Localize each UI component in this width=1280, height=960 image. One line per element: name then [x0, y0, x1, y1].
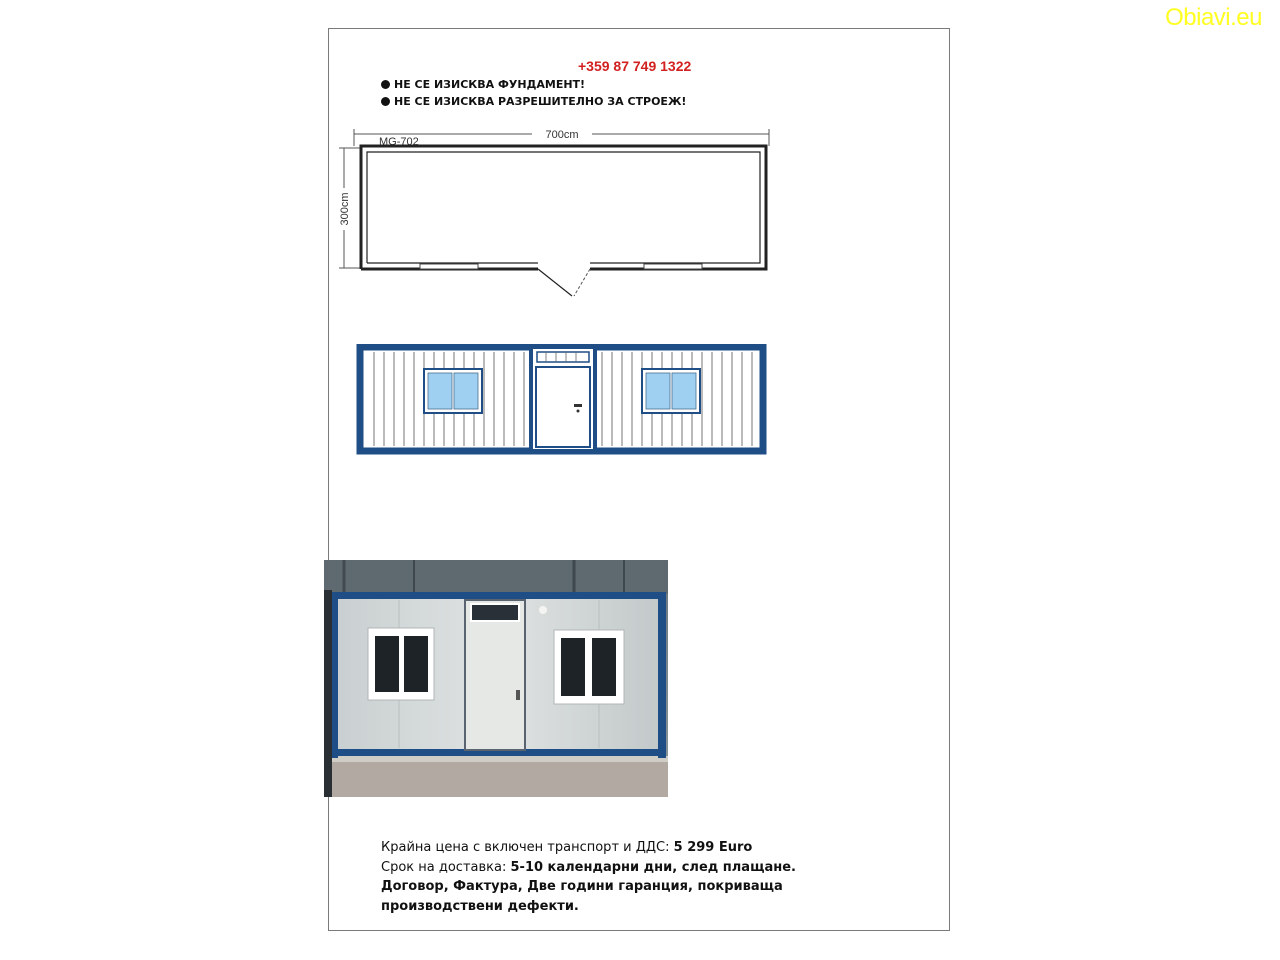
pavement	[324, 760, 668, 797]
model-label: MG-702	[379, 136, 419, 148]
note-text: НЕ СЕ ИЗИСКВА ФУНДАМЕНТ!	[394, 78, 586, 91]
door-handle-icon	[574, 404, 582, 407]
bullet-icon	[381, 97, 390, 106]
plan-window-right	[644, 264, 702, 269]
plan-door	[538, 269, 572, 296]
site-watermark: Obiavi.eu	[1165, 4, 1262, 31]
terms-line	[381, 877, 901, 916]
note-no-permit	[381, 95, 686, 108]
door-transom-window	[537, 352, 589, 362]
width-label: 300cm	[339, 192, 351, 226]
offer-details	[381, 838, 901, 916]
delivery-line	[381, 858, 901, 878]
price-line	[381, 838, 901, 858]
price-label: Крайна цена с включен транспорт и ДДС:	[381, 840, 674, 855]
plan-window-left	[420, 264, 478, 269]
note-text: НЕ СЕ ИЗИСКВА РАЗРЕШИТЕЛНО ЗА СТРОЕЖ!	[394, 95, 687, 108]
length-label: 700cm	[545, 129, 579, 141]
photo-door	[465, 600, 525, 750]
bullet-icon	[381, 80, 390, 89]
delivery-label: Срок на доставка:	[381, 859, 511, 875]
terms-text: Договор, Фактура, Две години гаранция, покриваща производствени дефекти.	[381, 879, 783, 914]
floor-plan-drawing	[334, 126, 779, 301]
lamp-icon	[539, 606, 547, 614]
price-value: 5 299 Euro	[673, 840, 753, 855]
front-elevation-drawing	[356, 344, 768, 456]
plan-walls	[361, 146, 766, 269]
container-photo	[324, 560, 668, 797]
delivery-value: 5-10 календарни дни, след плащане.	[510, 859, 796, 875]
contact-phone[interactable]: +359 87 749 1322	[578, 58, 692, 74]
note-no-foundation	[381, 78, 585, 91]
